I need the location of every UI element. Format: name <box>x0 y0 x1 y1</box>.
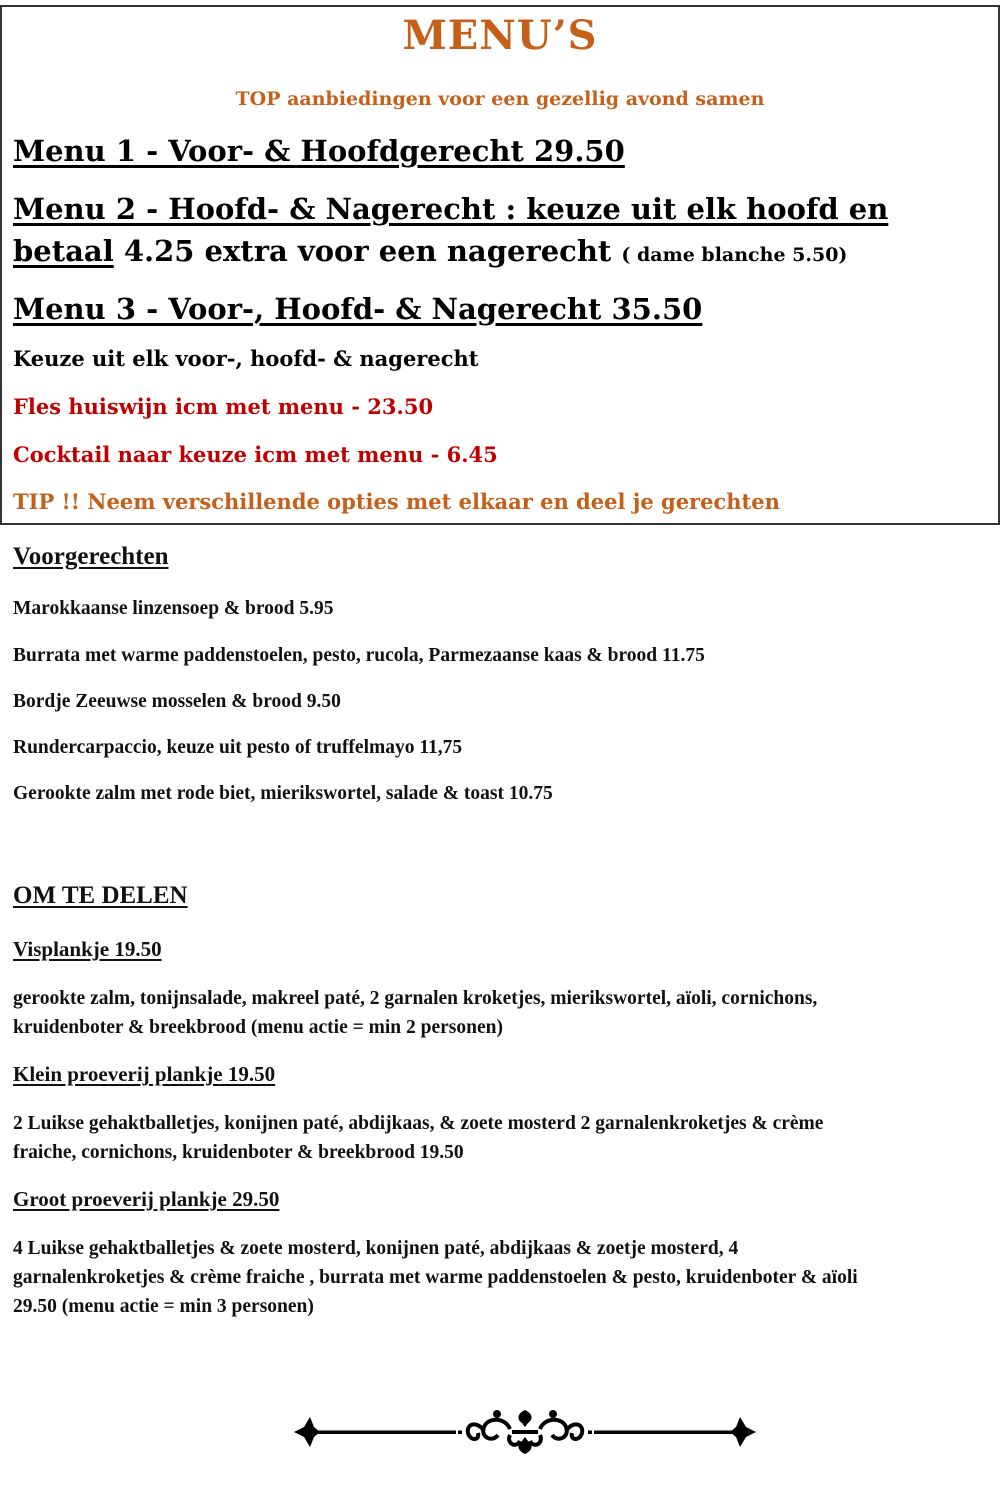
scroll-divider-icon <box>290 1405 760 1465</box>
list-item: Bordje Zeeuwse mosselen & brood 9.50 <box>13 691 341 712</box>
menu-3-label: Menu 3 - Voor-, Hoofd- & Nagerecht 35.50 <box>13 292 703 326</box>
menu-2-dame-blanche-note: ( dame blanche 5.50) <box>621 244 848 266</box>
menu-2-label: Menu 2 - Hoofd- & Nagerecht : keuze uit elk hoofd en <box>13 192 889 226</box>
menu-3-offer <box>13 288 702 330</box>
visplankje-title: Visplankje 19.50 <box>13 937 162 961</box>
visplankje-description: kruidenboter & breekbrood (menu actie = min 2 personen) <box>13 1017 503 1038</box>
voorgerechten-heading: Voorgerechten <box>13 543 169 570</box>
klein-proeverij-description: 2 Luikse gehaktballetjes, konijnen paté, abdijkaas, & zoete mosterd 2 garnalenkroketjes & crème <box>13 1113 824 1134</box>
om-te-delen-heading: OM TE DELEN <box>13 882 188 909</box>
menu-2-offer-continued <box>13 230 847 276</box>
groot-proeverij-description: 29.50 (menu actie = min 3 personen) <box>13 1296 314 1317</box>
list-item: Marokkaanse linzensoep & brood 5.95 <box>13 598 334 619</box>
klein-proeverij-description: fraiche, cornichons, kruidenboter & breekbrood 19.50 <box>13 1142 464 1163</box>
menu-2-label-continued: betaal <box>13 234 114 268</box>
house-wine-offer: Fles huiswijn icm met menu - 23.50 <box>13 394 434 419</box>
sharing-tip: TIP !! Neem verschillende opties met elkaar en deel je gerechten <box>13 489 780 514</box>
cocktail-offer: Cocktail naar keuze icm met menu - 6.45 <box>13 442 498 467</box>
list-item: Burrata met warme paddenstoelen, pesto, rucola, Parmezaanse kaas & brood 11.75 <box>13 645 705 666</box>
visplankje-description: gerookte zalm, tonijnsalade, makreel paté, 2 garnalen kroketjes, mierikswortel, aïoli, cornichons, <box>13 988 818 1009</box>
menu-1-label: Menu 1 - Voor- & Hoofdgerecht 29.50 <box>13 134 625 168</box>
menu-1-offer <box>13 130 625 172</box>
menu-2-dessert-extra: 4.25 extra voor een nagerecht <box>113 234 622 268</box>
klein-proeverij-title: Klein proeverij plankje 19.50 <box>13 1062 276 1086</box>
menu-2-offer <box>13 188 888 230</box>
groot-proeverij-title: Groot proeverij plankje 29.50 <box>13 1187 280 1211</box>
page-title: MENU’S <box>402 12 598 59</box>
groot-proeverij-description: 4 Luikse gehaktballetjes & zoete mosterd, konijnen paté, abdijkaas & zoetje mosterd, 4 <box>13 1238 739 1259</box>
groot-proeverij-description: garnalenkroketjes & crème fraiche , burrata met warme paddenstoelen & pesto, kruidenboter & aïoli <box>13 1267 858 1288</box>
list-item: Gerookte zalm met rode biet, mierikswortel, salade & toast 10.75 <box>13 783 553 804</box>
choice-note: Keuze uit elk voor-, hoofd- & nagerecht <box>13 346 479 371</box>
list-item: Rundercarpaccio, keuze uit pesto of truffelmayo 11,75 <box>13 737 463 758</box>
offers-subtitle: TOP aanbiedingen voor een gezellig avond samen <box>235 88 765 110</box>
